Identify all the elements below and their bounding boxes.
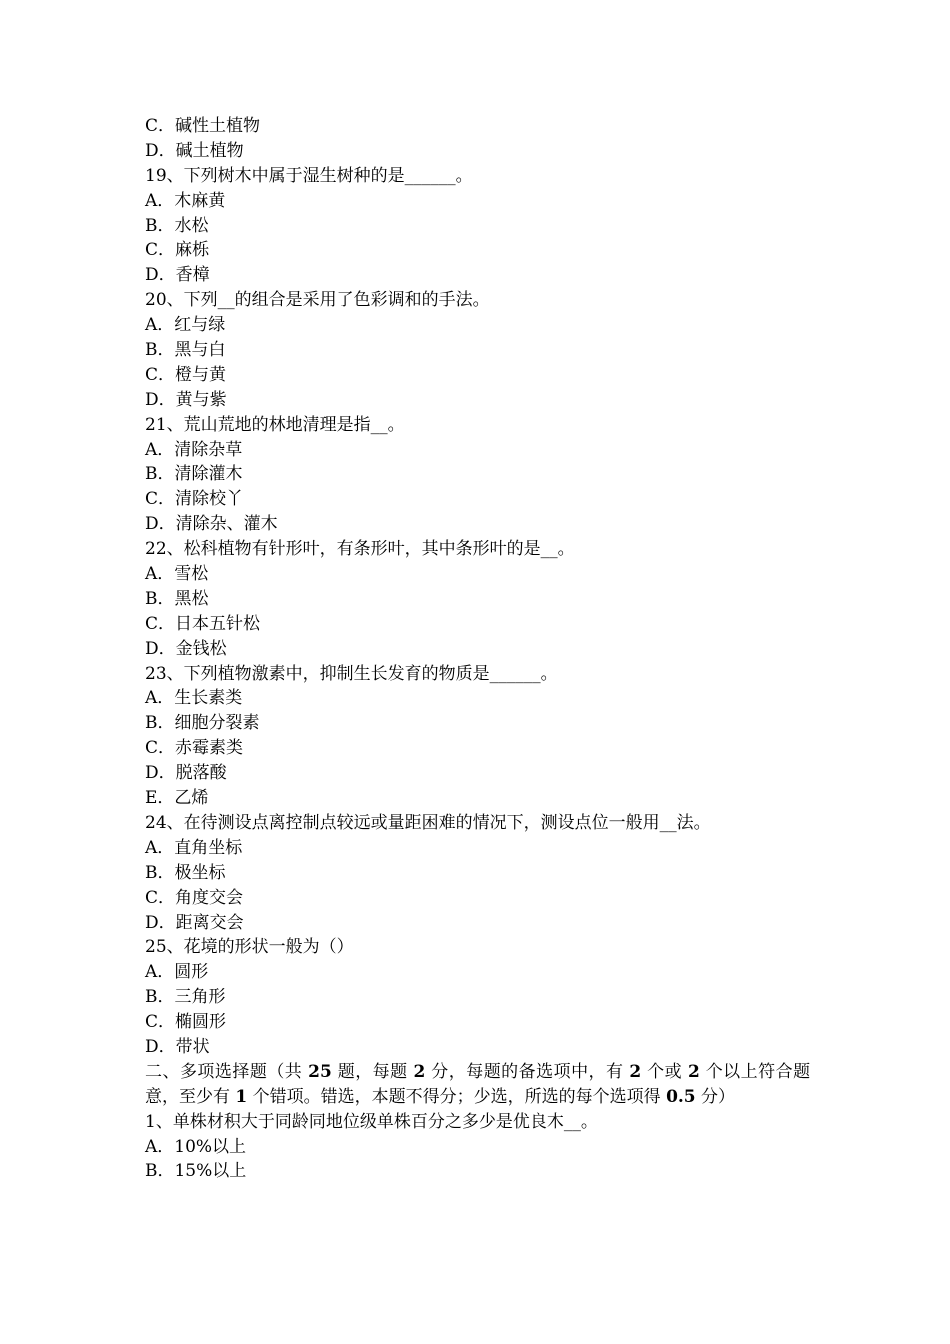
- option-c-q18: C．碱性土植物: [145, 116, 261, 136]
- option-b-q23: B．细胞分裂素: [145, 713, 260, 734]
- option-a-q20: A．红与绿: [145, 315, 226, 336]
- section-2-text-6: 个错项。错选，本题不得分；少选，所选的每个选项得: [252, 1086, 661, 1107]
- option-d-q23: D．脱落酸: [145, 763, 227, 784]
- section-2-num-3: 2: [629, 1061, 642, 1082]
- option-a-q21: A．清除杂草: [145, 439, 243, 460]
- option-b-q21: B．清除灌木: [145, 464, 243, 485]
- section-2-num-2: 2: [413, 1061, 426, 1082]
- option-d-q19: D．香樟: [145, 265, 210, 286]
- section-2-text-7: 分）: [701, 1086, 736, 1107]
- option-c-q25: C．椭圆形: [145, 1012, 227, 1033]
- option-d-q20: D．黄与紫: [145, 389, 227, 410]
- option-a-q24: A．直角坐标: [145, 837, 243, 858]
- question-22: 22、松科植物有针形叶，有条形叶，其中条形叶的是__。: [145, 539, 575, 560]
- option-a-multi-1: A．10%以上: [145, 1136, 247, 1157]
- option-d-q25: D．带状: [145, 1036, 210, 1057]
- section-2-heading: [145, 1060, 810, 1110]
- question-19: 19、下列树木中属于湿生树种的是______。: [145, 165, 473, 186]
- option-b-q24: B．极坐标: [145, 862, 226, 883]
- option-b-q19: B．水松: [145, 215, 209, 236]
- option-a-q19: A．木麻黄: [145, 190, 226, 211]
- option-a-q23: A．生长素类: [145, 688, 243, 709]
- section-2-num-4: 2: [687, 1061, 700, 1082]
- option-c-q24: C．角度交会: [145, 887, 244, 908]
- option-b-q20: B．黑与白: [145, 340, 226, 361]
- option-d-q21: D．清除杂、灌木: [145, 514, 278, 535]
- option-b-q25: B．三角形: [145, 987, 226, 1008]
- option-c-q19: C．麻栎: [145, 240, 210, 261]
- option-c-q22: C．日本五针松: [145, 613, 261, 634]
- question-24: 24、在待测设点离控制点较远或量距困难的情况下，测设点位一般用__法。: [145, 812, 711, 833]
- option-c-q21: C．清除校丫: [145, 489, 244, 510]
- section-2-text-2: 题，每题: [337, 1061, 408, 1082]
- section-2-num-1: 25: [308, 1061, 332, 1082]
- section-2-text-3: 分，每题的备选项中，有: [431, 1061, 624, 1082]
- option-b-q22: B．黑松: [145, 588, 209, 609]
- question-23: 23、下列植物激素中，抑制生长发育的物质是______。: [145, 663, 558, 684]
- section-2-num-6: 0.5: [666, 1086, 696, 1107]
- option-a-q22: A．雪松: [145, 564, 209, 585]
- option-d-q18: D．碱土植物: [145, 140, 244, 161]
- option-a-q25: A．圆形: [145, 962, 209, 983]
- section-2-num-5: 1: [235, 1086, 248, 1107]
- option-d-q22: D．金钱松: [145, 638, 227, 659]
- option-c-q23: C．赤霉素类: [145, 738, 244, 759]
- option-d-q24: D．距离交会: [145, 912, 244, 933]
- option-c-q20: C．橙与黄: [145, 364, 227, 385]
- section-2-text-5: 个以上符合题意，至少有: [145, 1061, 811, 1107]
- option-e-q23: E．乙烯: [145, 788, 209, 809]
- question-25: 25、花境的形状一般为（）: [145, 937, 354, 958]
- section-2-text-4: 个或: [647, 1061, 683, 1082]
- question-multi-1: 1、单株材积大于同龄同地位级单株百分之多少是优良木__。: [145, 1111, 598, 1132]
- section-2-text-1: 二、多项选择题（共: [145, 1061, 303, 1082]
- document-body: [145, 114, 810, 1184]
- question-21: 21、荒山荒地的林地清理是指__。: [145, 414, 405, 435]
- option-b-multi-1: B．15%以上: [145, 1161, 247, 1182]
- question-20: 20、下列__的组合是采用了色彩调和的手法。: [145, 290, 490, 311]
